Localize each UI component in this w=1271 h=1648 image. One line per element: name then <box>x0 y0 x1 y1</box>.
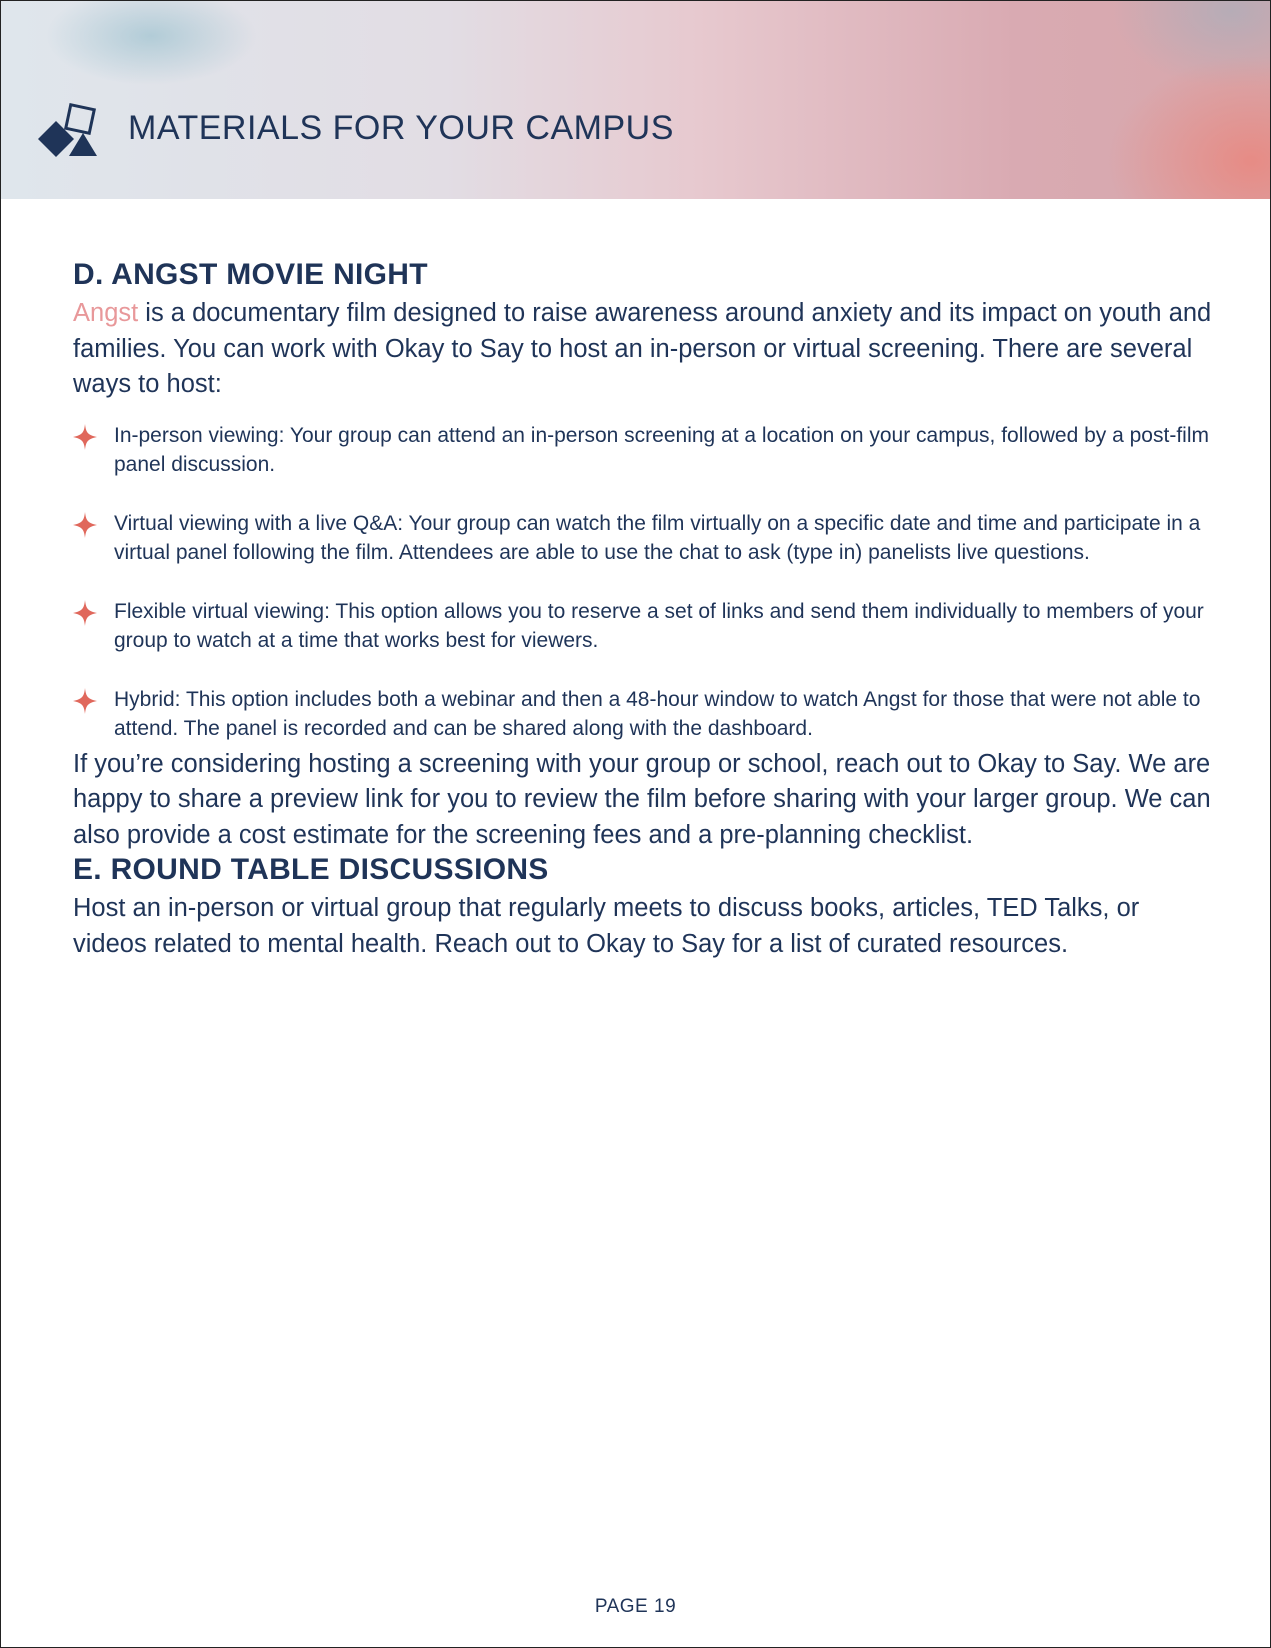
bullet-text: Virtual viewing with a live Q&A: Your group can watch the film virtually on a specific date and time and participate in a virtual panel following the film. Attendees are able to use the chat to ask (type in) panelists live questions. <box>114 511 1201 564</box>
page-content <box>73 258 1213 962</box>
hosting-options-list <box>73 421 1213 743</box>
section-d-intro <box>73 296 1213 403</box>
header-title: MATERIALS FOR YOUR CAMPUS <box>128 109 674 147</box>
four-point-star-icon <box>73 512 97 538</box>
section-d-intro-text: is a documentary film designed to raise awareness around anxiety and its impact on youth and families. You can work with Okay to Say to host an in-person or virtual screening. There are several ways to host: <box>73 299 1212 398</box>
section-d-heading: D. ANGST MOVIE NIGHT <box>73 258 428 291</box>
four-point-star-icon <box>73 424 97 450</box>
shapes-logo-icon <box>36 101 106 167</box>
four-point-star-icon <box>73 600 97 626</box>
section-d-closing: If you’re considering hosting a screening with your group or school, reach out to Okay to Say. We are happy to share a preview link for you to review the film before sharing with your larger group. We can also provide a cost estimate for the screening fees and a pre-planning checklist. <box>73 749 1211 849</box>
bullet-text: Flexible virtual viewing: This option allows you to reserve a set of links and send them individually to members of your group to watch at a time that works best for viewers. <box>114 599 1204 652</box>
list-item <box>73 685 1213 743</box>
bullet-text: In-person viewing: Your group can attend an in-person screening at a location on your campus, followed by a post-film panel discussion. <box>114 423 1209 476</box>
section-e-body: Host an in-person or virtual group that regularly meets to discuss books, articles, TED Talks, or videos related to mental health. Reach out to Okay to Say for a list of curated resources. <box>73 894 1140 958</box>
list-item <box>73 421 1213 479</box>
bullet-text: Hybrid: This option includes both a webinar and then a 48-hour window to watch Angst for those that were not able to attend. The panel is recorded and can be shared along with the dashboard. <box>114 687 1201 740</box>
section-e-heading: E. ROUND TABLE DISCUSSIONS <box>73 853 549 886</box>
list-item <box>73 509 1213 567</box>
four-point-star-icon <box>73 688 97 714</box>
list-item <box>73 597 1213 655</box>
film-title-highlight: Angst <box>73 299 139 327</box>
page-number: PAGE 19 <box>594 1596 677 1617</box>
page-header <box>1 1 1270 199</box>
